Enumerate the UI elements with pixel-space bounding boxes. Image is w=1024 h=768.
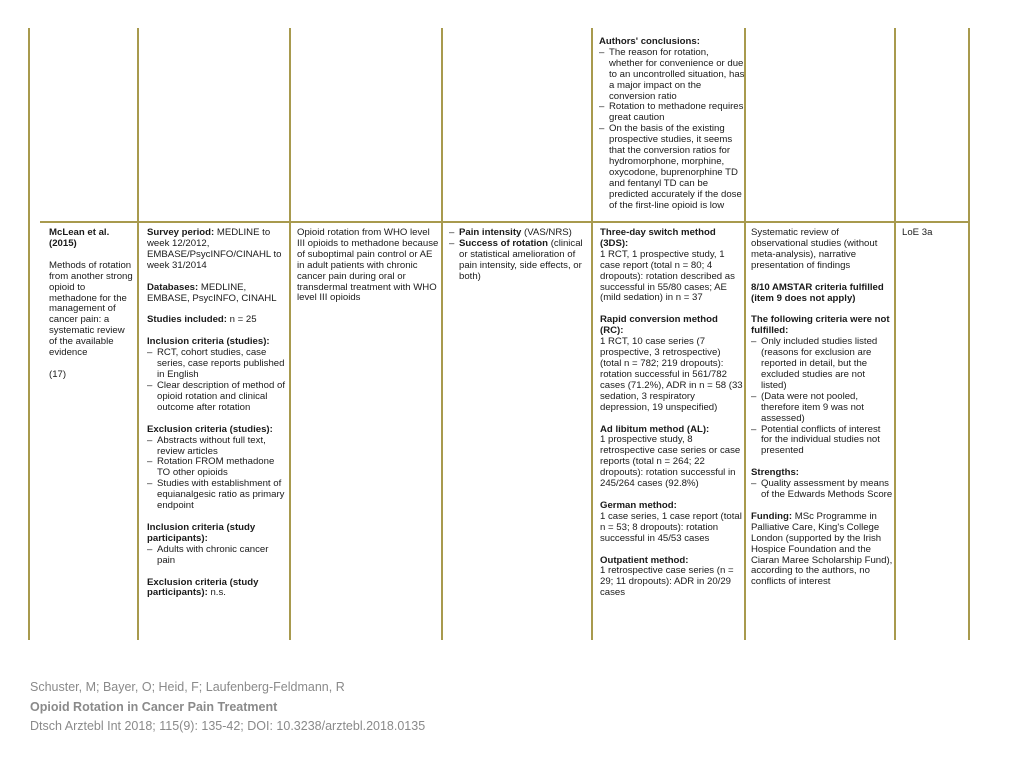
row-divider <box>40 221 970 223</box>
conclusion-item: – The reason for rotation, whether for convenience or due to an uncontrolled situation, has a major impact on the conversion ratio <box>599 46 745 102</box>
strengths-item: – Quality assessment by means of the Edwards Methods Score <box>751 478 893 501</box>
exclusion-studies-item: – Rotation FROM methadone TO other opioids <box>147 456 275 479</box>
authors-conclusions-cell <box>599 37 745 212</box>
column-divider <box>894 28 896 640</box>
exclusion-participants: Exclusion criteria (study participants): n.s. <box>147 576 259 599</box>
result-text: 1 RCT, 10 case series (7 prospective, 3 retrospective) (total n = 782; 219 dropouts): rotation successful in 561/782 cases (71.2%), ADR in n = 58 (33 sedation, 3 respiratory depression, 19 unspecified) <box>600 336 743 413</box>
result-heading: Outpatient method: <box>600 554 689 566</box>
methods-cell <box>147 228 287 599</box>
endpoint-item: – Success of rotation (clinical or statistical amelioration of pain intensity, side effects, or both) <box>449 237 583 282</box>
not-fulfilled-heading: The following criteria were not fulfilled: <box>751 314 890 337</box>
column-divider <box>591 28 593 640</box>
not-fulfilled-item: – Only included studies listed (reasons for exclusion are reported in detail, but the excluded studies are not listed) <box>751 336 878 391</box>
footer-citation: Dtsch Arztebl Int 2018; 115(9): 135-42; DOI: 10.3238/arztebl.2018.0135 <box>30 719 426 733</box>
study-reference: (17) <box>49 368 67 380</box>
result-text: 1 case series, 1 case report (total n = 53; 8 dropouts): rotation successful in 45/53 cases <box>600 510 742 544</box>
inclusion-participants-heading: Inclusion criteria (study participants): <box>147 521 256 544</box>
study-author: McLean et al. (2015) <box>49 227 110 249</box>
endpoints-cell <box>449 228 589 283</box>
quality-cell <box>751 228 893 588</box>
survey-period: Survey period: MEDLINE to week 12/2012, EMBASE/PsycINFO/CINAHL to week 31/2014 <box>147 227 282 271</box>
loe-cell <box>902 228 966 239</box>
studies-included: Studies included: n = 25 <box>147 314 257 326</box>
exclusion-studies-item: – Studies with establishment of equianalgesic ratio as primary endpoint <box>147 478 285 512</box>
result-text: 1 retrospective case series (n = 29; 11 dropouts): ADR in 20/29 cases <box>600 565 734 599</box>
loe-value: LoE 3a <box>902 227 933 238</box>
result-heading: Ad libitum method (AL): <box>600 423 710 435</box>
citation-footer <box>30 678 425 737</box>
quality-intro: Systematic review of observational studies (without meta-analysis), narrative presentation of findings <box>751 227 878 271</box>
intervention-cell <box>297 228 439 304</box>
result-heading: Rapid conversion method (RC): <box>600 314 718 337</box>
inclusion-participants-item: – Adults with chronic cancer pain <box>147 543 269 566</box>
result-heading: German method: <box>600 499 677 511</box>
result-text: 1 prospective study, 8 retrospective case series or case reports (total n = 264; 22 dropouts): rotation successful in 245/264 cases (92.8%) <box>600 434 741 490</box>
result-heading: Three-day switch method (3DS): <box>600 227 716 249</box>
inclusion-studies-item: – RCT, cohort studies, case series, case reports published in English <box>147 347 285 381</box>
exclusion-studies-item: – Abstracts without full text, review articles <box>147 434 266 457</box>
funding: Funding: MSc Programme in Palliative Care, King's College London (supported by the Irish Hospice Foundation and the Ciaran Maree Scholarship Fund), according to the authors, no conflicts of interest <box>751 510 893 588</box>
conclusion-item: – On the basis of the existing prospective studies, it seems that the conversion ratios for hydromorphone, morphine, oxycodone, buprenorphine TD and fentanyl TD can be predicted accurately if the dose of the first-line opioid is low <box>599 123 742 211</box>
table-border-right <box>968 28 970 640</box>
databases: Databases: MEDLINE, EMBASE, PsycINFO, CINAHL <box>147 281 277 304</box>
study-cell <box>49 228 133 381</box>
table-border-left <box>28 28 30 640</box>
conclusions-heading: Authors' conclusions: <box>599 36 700 47</box>
intervention-text: Opioid rotation from WHO level III opioids to methadone because of suboptimal pain control or AE in adult patients with chronic cancer pain during oral or transdermal treatment with WHO level III opioids <box>297 227 439 304</box>
amstar: 8/10 AMSTAR criteria fulfilled (item 9 does not apply) <box>751 281 884 304</box>
column-divider <box>137 28 139 640</box>
not-fulfilled-item: – (Data were not pooled, therefore item 9 was not assessed) <box>751 390 864 424</box>
study-description: Methods of rotation from another strong opioid to methadone for the management of cancer pain: a systematic review of the available evidence <box>49 259 133 359</box>
exclusion-studies-heading: Exclusion criteria (studies): <box>147 423 273 435</box>
inclusion-studies-item: – Clear description of method of opioid rotation and clinical outcome after rotation <box>147 379 285 413</box>
footer-authors: Schuster, M; Bayer, O; Heid, F; Laufenberg-Feldmann, R <box>30 680 345 694</box>
inclusion-studies-heading: Inclusion criteria (studies): <box>147 336 270 348</box>
not-fulfilled-item: – Potential conflicts of interest for the individual studies not presented <box>751 423 881 457</box>
result-text: 1 RCT, 1 prospective study, 1 case report (total n = 80; 4 dropouts): rotation described as successful in 55/80 cases; AE (mild sedation) in n = 37 <box>600 248 735 304</box>
footer-title: Opioid Rotation in Cancer Pain Treatment <box>30 699 278 714</box>
conclusion-item: – Rotation to methadone requires great caution <box>599 101 744 124</box>
column-divider <box>289 28 291 640</box>
endpoint-item: – Pain intensity (VAS/NRS) <box>449 227 572 238</box>
column-divider <box>441 28 443 640</box>
results-cell <box>600 228 743 599</box>
strengths-heading: Strengths: <box>751 467 799 479</box>
